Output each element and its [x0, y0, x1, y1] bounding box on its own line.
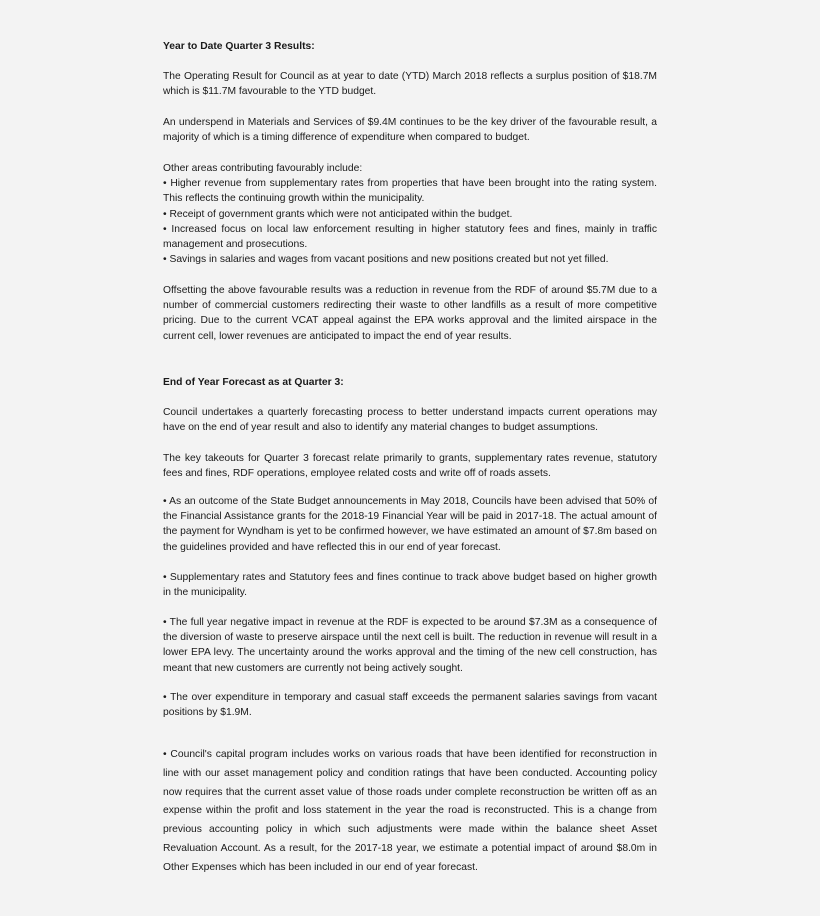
bullet-rdf-impact — [163, 615, 657, 676]
paragraph-text: • As an outcome of the State Budget announcements in May 2018, Councils have been advised that 50% of the Financial Assistance grants for the 2018-19 Financial Year will be paid in 2017-18. The actual amount of the payment for Wyndham is yet to be confirmed however, we have estimated an amount of $7.8m based on the guidelines provided and have reflected this in our end of year forecast. — [163, 496, 657, 553]
paragraph-key-takeouts — [163, 451, 657, 481]
list-item: • Savings in salaries and wages from vacant positions and new positions created but not yet filled. — [163, 254, 609, 266]
paragraph-offsetting — [163, 283, 657, 344]
paragraph-text: Offsetting the above favourable results was a reduction in revenue from the RDF of around $5.7M due to a number of commercial customers redirecting their waste to other landfills as a result of more competitive pricing. Due to the current VCAT appeal against the EPA works approval and the limited airspace in the current cell, lower revenues are anticipated to impact the end of year results. — [163, 285, 657, 342]
list-intro: Other areas contributing favourably include: — [163, 163, 363, 174]
list-item: • Higher revenue from supplementary rates from properties that have been brought into the rating system. This reflects the continuing growth within the municipality. — [163, 178, 657, 205]
paragraph-text: Council undertakes a quarterly forecasting process to better understand impacts current operations may have on the end of year result and also to identify any material changes to budget assumptions. — [163, 407, 657, 434]
list-contributing-areas — [163, 161, 657, 267]
section-heading-forecast: End of Year Forecast as at Quarter 3: — [163, 377, 344, 388]
bullet-supplementary-rates — [163, 570, 657, 600]
bullet-state-budget — [163, 494, 657, 555]
paragraph-text: The Operating Result for Council as at year to date (YTD) March 2018 reflects a surplus position of $18.7M which is $11.7M favourable to the YTD budget. — [163, 71, 657, 98]
paragraph-text: • The over expenditure in temporary and casual staff exceeds the permanent salaries savings from vacant positions by $1.9M. — [163, 692, 657, 719]
paragraph-text: The key takeouts for Quarter 3 forecast relate primarily to grants, supplementary rates revenue, statutory fees and fines, RDF operations, employee related costs and write off of roads assets. — [163, 453, 657, 480]
list-item: • Receipt of government grants which were not anticipated within the budget. — [163, 208, 513, 220]
paragraph-text: An underspend in Materials and Services of $9.4M continues to be the key driver of the favourable result, a majority of which is a timing difference of expenditure when compared to budget. — [163, 117, 657, 144]
bullet-over-expenditure — [163, 690, 657, 720]
list-item: • Increased focus on local law enforcement resulting in higher statutory fees and fines, mainly in traffic management and prosecutions. — [163, 223, 657, 251]
paragraph-underspend — [163, 115, 657, 145]
paragraph-text: • The full year negative impact in revenue at the RDF is expected to be around $7.3M as a consequence of the diversion of waste to preserve airspace until the next cell is built. The reduction in revenue will result in a lower EPA levy. The uncertainty around the works approval and the timing of the new cell construction, has meant that new customers are currently not being actively sought. — [163, 617, 657, 674]
paragraph-text: • Supplementary rates and Statutory fees and fines continue to track above budget based on higher growth in the municipality. — [163, 572, 657, 599]
paragraph-operating-result — [163, 69, 657, 99]
bullet-capital-program — [163, 746, 657, 878]
paragraph-forecasting-process — [163, 405, 657, 435]
section-heading-ytd: Year to Date Quarter 3 Results: — [163, 41, 315, 52]
paragraph-text: • Council's capital program includes works on various roads that have been identified for reconstruction in line with our asset management policy and condition ratings that have been conducted. Accounting policy now requires that the current asset value of those roads under complete reconstruction be written off as an expense within the profit and loss statement in the year the road is reconstructed. This is a change from previous accounting policy in which such adjustments were made within the balance sheet Asset Revaluation Account. As a result, for the 2017-18 year, we estimate a potential impact of around $8.0m in Other Expenses which has been included in our end of year forecast. — [163, 749, 657, 873]
